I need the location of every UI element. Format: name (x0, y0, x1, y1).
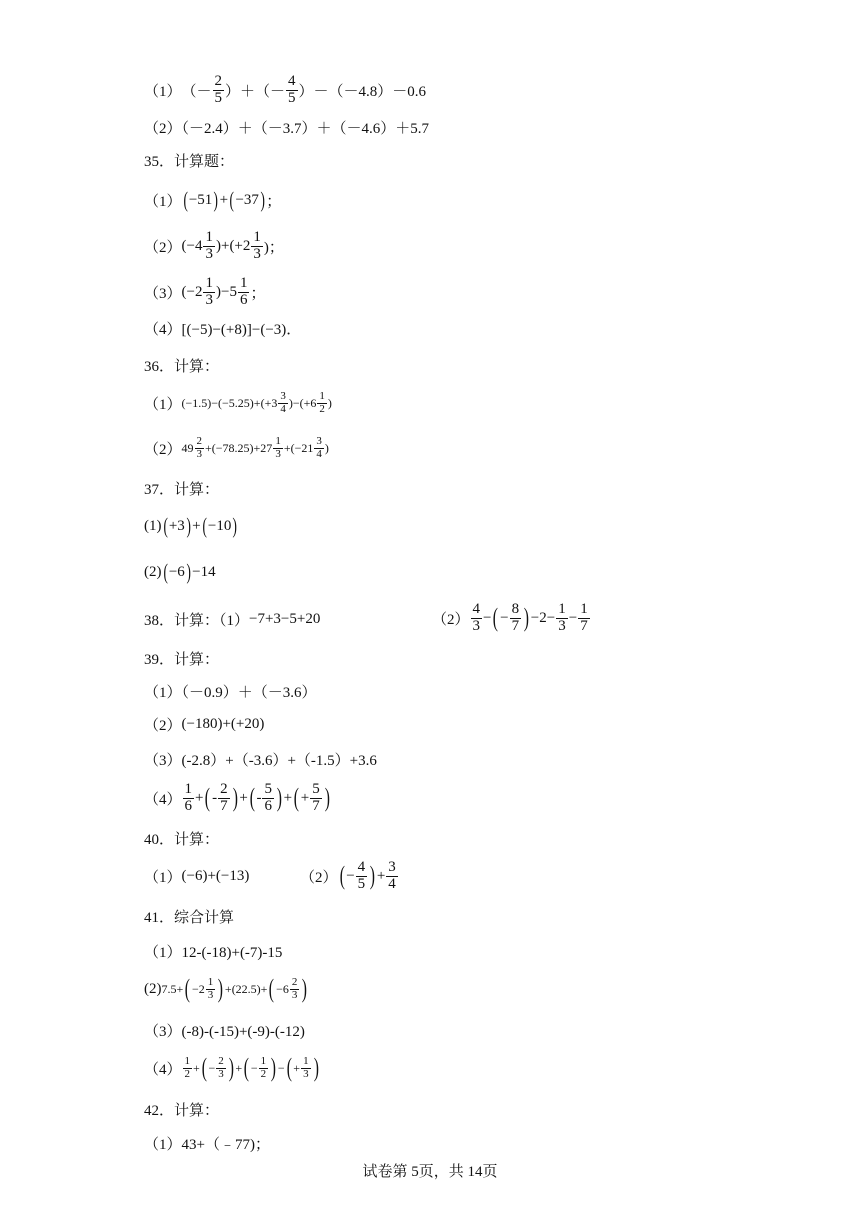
part-label: (2) (144, 980, 162, 997)
expr-text: (−6)+(−13) (181, 868, 250, 884)
expr-text: (22.5)+ (231, 981, 268, 996)
expr-text: −10 (207, 517, 232, 534)
fraction: $\frac{1}{3}$ (558, 600, 566, 634)
expr-text: −2 (191, 981, 205, 996)
fraction: $\frac{1}{3}$ (303, 1054, 309, 1080)
fraction: $\frac{4}{5}$ (288, 72, 296, 106)
operator: - (256, 789, 262, 806)
q42-title (144, 1099, 219, 1120)
operator: - (212, 789, 218, 806)
operator: + (376, 867, 386, 884)
expr-text: （2）（－2.4）＋（－3.7）＋（－4.6）＋5.7 (144, 121, 430, 137)
expr-text: ) (324, 440, 329, 455)
expr-text: (−4 (181, 237, 203, 254)
q39-title (144, 648, 219, 669)
fraction: $\frac{1}{3}$ (275, 434, 281, 460)
expr-text: )−(+6 (288, 395, 317, 410)
expr-text: −6 (276, 981, 289, 996)
q39-part1 (144, 681, 317, 702)
expr-text: 7.5+ (161, 981, 184, 996)
expr-text: −51 (188, 191, 213, 208)
q41-part2: (2) 7.5+ ( −2 $\frac{1}{3}$ ) + (22.5)+ ( −6 $\frac{2}{3}$ ) (144, 974, 308, 1003)
operator: + (193, 1060, 200, 1075)
q38-line (144, 598, 320, 640)
q37-title (144, 478, 219, 499)
question-title: 37．计算： (144, 482, 220, 498)
q40-part1 (144, 866, 249, 887)
question-title: 40．计算： (144, 832, 220, 848)
expr-text: −37 (235, 191, 259, 208)
operator: − (568, 609, 578, 626)
fraction: $\frac{1}{6}$ (239, 274, 248, 308)
expr-text: +(−21 (283, 440, 314, 455)
q39-part2 (144, 714, 264, 735)
expr-text: ）＋（－ (225, 83, 286, 100)
expr-text: +(−78.25)+27 (205, 440, 273, 455)
part-label: （4） (144, 322, 182, 338)
operator: − (346, 867, 355, 884)
operator: + (300, 789, 310, 806)
fraction: $\frac{2}{3}$ (196, 434, 203, 460)
operator: + (192, 517, 201, 534)
question-title: 36．计算： (144, 359, 220, 375)
expr-text: ； (250, 285, 266, 302)
fraction: $\frac{5}{6}$ (264, 780, 272, 814)
q38-part2: （2） $\frac{4}{3}$ − ( − $\frac{8}{7}$ ) −2− $\frac{1}{3}$ − $\frac{1}{7}$ (432, 600, 588, 634)
fraction: $\frac{1}{2}$ (184, 1054, 191, 1080)
fraction: $\frac{8}{7}$ (511, 600, 520, 634)
expr-text: （－ (181, 83, 212, 100)
expr-text: (−1.5)−(−5.25)+(+3 (181, 395, 278, 410)
part-label: （1） (144, 193, 182, 210)
fraction: $\frac{1}{2}$ (319, 389, 325, 415)
expr-text: （1）12-(-18)+(-7)-15 (144, 945, 283, 961)
expr-text: +3 (168, 517, 185, 534)
operator: − (500, 609, 509, 626)
expr-text: (−2 (181, 283, 203, 300)
fraction: $\frac{3}{4}$ (388, 858, 396, 892)
expr-text: −2− (530, 609, 556, 626)
part-label: （2） (300, 869, 338, 886)
expr-text: [(−5)−(+8)]−(−3)． (181, 322, 302, 338)
fraction: $\frac{4}{3}$ (472, 600, 481, 634)
fraction: $\frac{1}{3}$ (205, 228, 213, 262)
fraction: $\frac{2}{3}$ (218, 1054, 224, 1080)
expr-text: )+(+2 (215, 237, 251, 254)
q39-part4: （4） $\frac{1}{6}$ + ( - $\frac{2}{7}$ ) + ( - $\frac{5}{6}$ ) + ( + $\frac{5}{7}$ ) (144, 780, 330, 814)
q34-part1 (144, 70, 426, 110)
part-label: (2) (144, 563, 162, 580)
part-label: （2） (144, 718, 182, 734)
operator: + (195, 789, 204, 806)
expr-text: −14 (192, 563, 216, 580)
operator: + (224, 981, 232, 996)
q36-title (144, 355, 219, 376)
q41-title (144, 906, 234, 927)
expr-text: （3）(-8)-(-15)+(-9)-(-12) (144, 1024, 305, 1040)
question-title: 35．计算题： (144, 154, 235, 170)
operator: − (208, 1060, 216, 1075)
fraction: $\frac{1}{6}$ (184, 780, 193, 814)
fraction: $\frac{1}{2}$ (260, 1054, 267, 1080)
operator: + (219, 191, 229, 208)
q41-part1 (144, 941, 282, 962)
part-label: （3） (144, 285, 182, 302)
q42-part1 (144, 1133, 270, 1154)
page-footer: 试卷第 5页，共 14页 (362, 1164, 498, 1180)
expr-text: ) (327, 395, 332, 410)
q36-part2 (144, 429, 329, 467)
q36-part1 (144, 384, 332, 422)
part-label: （4） (144, 1061, 182, 1078)
fraction: $\frac{2}{7}$ (220, 780, 228, 814)
expr-text: ； (266, 193, 282, 210)
expr-text: )−5 (215, 283, 237, 300)
part-label: （1） (144, 83, 182, 100)
part-label: (1) (144, 517, 162, 534)
q37-part2: (2) ( −6 ) −14 (144, 559, 216, 584)
fraction: $\frac{1}{7}$ (580, 600, 588, 634)
fraction: $\frac{3}{4}$ (280, 389, 286, 415)
q41-part3 (144, 1020, 305, 1041)
q34-part2 (144, 117, 429, 138)
expr-text: （1）43+（﹣77)； (144, 1137, 270, 1153)
expr-text: −7+3−5+20 (249, 610, 321, 627)
expr-text: (−180)+(+20) (181, 716, 265, 732)
fraction: $\frac{4}{5}$ (357, 858, 366, 892)
operator: + (235, 1060, 243, 1075)
expr-text: −6 (168, 563, 185, 580)
question-title: 38．计算：（1） (144, 612, 250, 629)
q37-part1: (1) ( +3 ) + ( −10 ) (144, 513, 238, 538)
expr-text: ）－（－4.8）－0.6 (298, 83, 427, 100)
question-title: 42．计算： (144, 1103, 220, 1119)
fraction: $\frac{2}{3}$ (291, 975, 298, 1001)
expr-text: （1）（－0.9）＋（－3.6） (144, 685, 317, 701)
question-title: 39．计算： (144, 652, 220, 668)
q35-title (144, 150, 234, 171)
expr-text: )； (263, 239, 284, 256)
q40-part2: （2） ( − $\frac{4}{5}$ ) + $\frac{3}{4}$ (300, 858, 396, 892)
operator: − (277, 1060, 285, 1075)
q39-part3 (144, 749, 377, 770)
fraction: $\frac{2}{5}$ (214, 72, 223, 106)
operator: + (239, 789, 248, 806)
q35-part3 (144, 272, 265, 312)
expr-text: 49 (181, 440, 194, 455)
part-label: （2） (432, 611, 470, 628)
part-label: （2） (144, 239, 182, 256)
operator: + (283, 789, 293, 806)
operator: + (293, 1060, 301, 1075)
fraction: $\frac{1}{3}$ (205, 274, 213, 308)
q41-part4: （4） $\frac{1}{2}$ + ( − $\frac{2}{3}$ ) + ( − $\frac{1}{2}$ ) − ( + $\frac{1}{3}$ ) (144, 1053, 319, 1082)
expr-text: （3）(-2.8）+（-3.6）+（-1.5）+3.6 (144, 753, 377, 769)
fraction: $\frac{3}{4}$ (316, 434, 322, 460)
part-label: （1） (144, 396, 182, 413)
part-label: （2） (144, 441, 182, 458)
q35-part1: （1） ( −51 ) + ( −37 ) ； (144, 187, 282, 212)
operator: − (250, 1060, 258, 1075)
part-label: （4） (144, 791, 182, 808)
operator: − (483, 609, 492, 626)
part-label: （1） (144, 870, 182, 886)
q35-part4 (144, 318, 301, 339)
fraction: $\frac{1}{3}$ (207, 975, 214, 1001)
question-title: 41．综合计算 (144, 910, 235, 926)
q35-part2 (144, 226, 284, 266)
fraction: $\frac{1}{3}$ (253, 228, 261, 262)
fraction: $\frac{5}{7}$ (312, 780, 320, 814)
q40-title (144, 828, 219, 849)
